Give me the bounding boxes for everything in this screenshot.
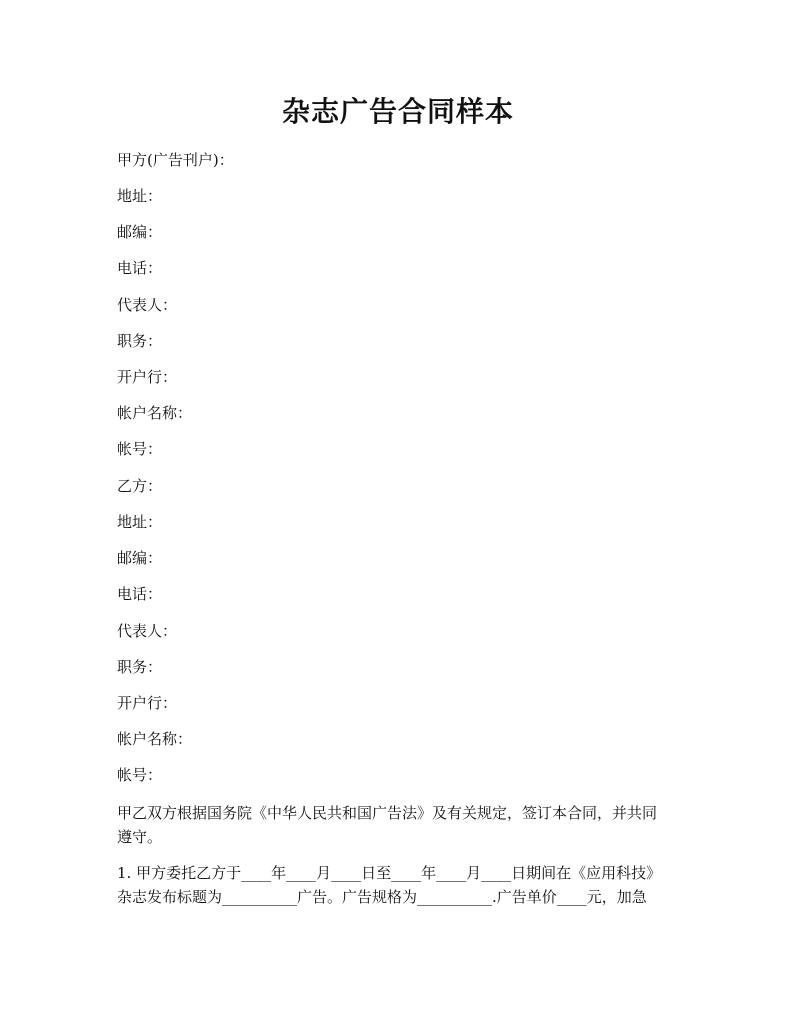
preamble-line-2: 遵守。 bbox=[117, 828, 163, 846]
party-a-representative-label: 代表人： bbox=[117, 296, 178, 314]
party-a-postcode-label: 邮编： bbox=[117, 223, 163, 241]
preamble-paragraph bbox=[117, 801, 687, 849]
party-a-label: 甲方(广告刊户)： bbox=[117, 151, 234, 169]
party-b-postcode-label: 邮编： bbox=[117, 549, 163, 567]
party-b-address-label: 地址： bbox=[117, 513, 163, 531]
document-title: 杂志广告合同样本 bbox=[281, 95, 514, 128]
party-a-bank-label: 开户行： bbox=[117, 368, 178, 386]
party-a-address-label: 地址： bbox=[117, 187, 163, 205]
clause-1-paragraph bbox=[117, 861, 687, 909]
party-a-position-label: 职务： bbox=[117, 332, 163, 350]
clause-1-line-1: 1. 甲方委托乙方于____年____月____日至____年____月____日期间在《应用科技》 bbox=[117, 864, 662, 882]
party-b-bank-label: 开户行： bbox=[117, 694, 178, 712]
party-a-account-name-label: 帐户名称： bbox=[117, 404, 193, 422]
party-a-account-number-label: 帐号： bbox=[117, 440, 163, 458]
clause-1-line-2: 杂志发布标题为__________广告。广告规格为__________.广告单价____元，加急 bbox=[117, 888, 647, 906]
party-b-label: 乙方： bbox=[117, 477, 163, 495]
party-b-phone-label: 电话： bbox=[117, 585, 163, 603]
party-a-phone-label: 电话： bbox=[117, 259, 163, 277]
preamble-line-1: 甲乙双方根据国务院《中华人民共和国广告法》及有关规定，签订本合同，并共同 bbox=[117, 804, 658, 822]
party-b-position-label: 职务： bbox=[117, 658, 163, 676]
party-b-account-name-label: 帐户名称： bbox=[117, 730, 193, 748]
party-b-representative-label: 代表人： bbox=[117, 622, 178, 640]
party-b-account-number-label: 帐号： bbox=[117, 766, 163, 784]
